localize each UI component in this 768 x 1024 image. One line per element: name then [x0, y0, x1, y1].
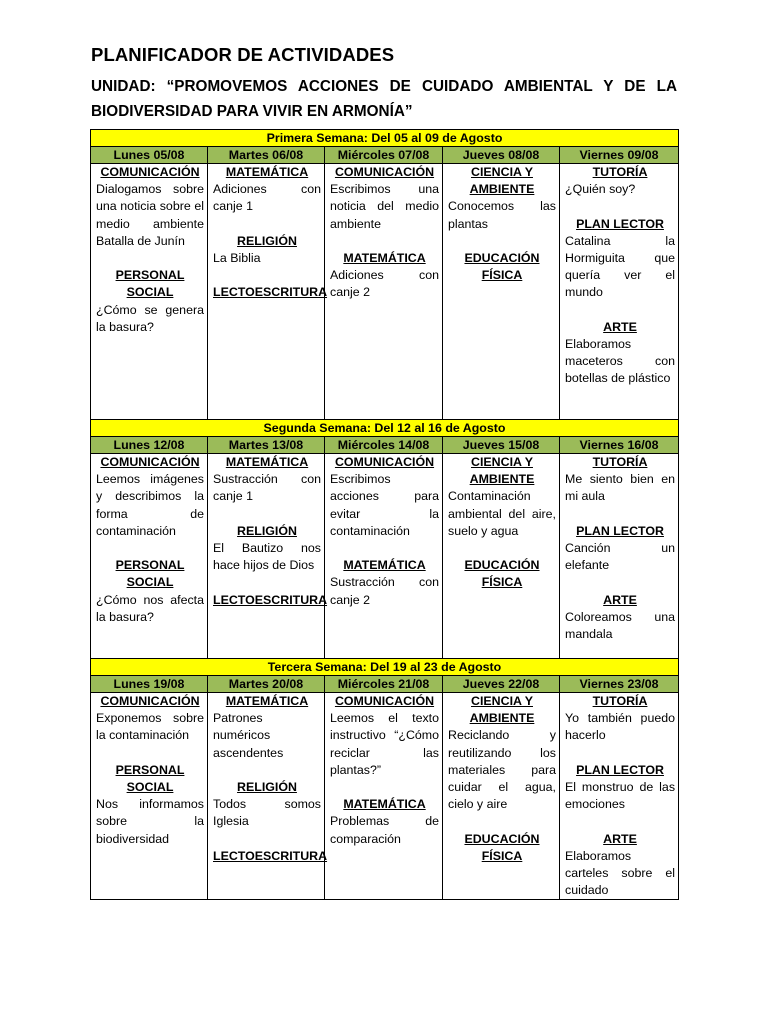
activity-description: ¿Cómo se genera la basura? — [96, 302, 204, 334]
day-header: Martes 20/08 — [208, 676, 325, 693]
spacer — [96, 540, 204, 557]
day-header: Jueves 22/08 — [443, 676, 560, 693]
unit-title-line-2: BIODIVERSIDAD PARA VIVIR EN ARMONÍA” — [91, 103, 413, 120]
subject-heading: MATEMÁTICA — [225, 455, 309, 469]
day-header: Jueves 08/08 — [443, 147, 560, 164]
activity-description: Sustracción con canje 2 — [330, 575, 439, 607]
subject-heading: MATEMÁTICA — [225, 165, 309, 179]
activity-description: Adiciones con canje 2 — [330, 268, 439, 300]
subject-heading: MATEMÁTICA — [225, 694, 309, 708]
subject-heading: EDUCACIÓN FÍSICA — [464, 831, 540, 863]
day-activities-cell — [325, 164, 443, 420]
subject-heading: PERSONAL SOCIAL — [115, 268, 185, 300]
activity-description: Elaboramos maceteros con botellas de plástico — [565, 337, 676, 386]
activity-description: Sustracción con canje 1 — [213, 472, 321, 504]
spacer — [448, 233, 556, 250]
subject-heading: MATEMÁTICA — [343, 797, 426, 812]
spacer — [565, 302, 675, 319]
subject-heading: CIENCIA Y AMBIENTE — [469, 165, 535, 197]
spacer — [448, 540, 556, 557]
activity-description: Exponemos sobre la contaminación — [96, 711, 204, 743]
subject-heading: ARTE — [603, 319, 637, 334]
activity-description: Me siento bien en mi aula — [565, 472, 676, 504]
subject-heading: MATEMÁTICA — [343, 251, 426, 265]
subject-heading: COMUNICACIÓN — [334, 165, 435, 179]
day-activities-cell — [325, 454, 443, 659]
subject-heading: COMUNICACIÓN — [334, 694, 435, 708]
activity-description: Escribimos acciones para evitar la contaminación — [330, 472, 439, 538]
activity-description: Adiciones con canje 1 — [213, 182, 321, 214]
activity-description: Contaminación ambiental del aire, suelo y agua — [448, 489, 556, 538]
unit-title-line-1: UNIDAD: “PROMOVEMOS ACCIONES DE CUIDADO AMBIENTAL Y DE LA — [91, 78, 677, 95]
subject-heading: TUTORÍA — [592, 455, 648, 469]
subject-heading: TUTORÍA — [592, 165, 648, 179]
activity-description: Conocemos las plantas — [448, 199, 556, 231]
day-header: Viernes 23/08 — [560, 676, 679, 693]
day-header: Miércoles 14/08 — [325, 437, 443, 454]
day-activities-cell — [91, 164, 208, 420]
subject-heading: PLAN LECTOR — [576, 762, 664, 777]
week-title: Primera Semana: Del 05 al 09 de Agosto — [91, 130, 679, 147]
subject-heading: CIENCIA Y AMBIENTE — [469, 694, 535, 726]
spacer — [213, 762, 321, 779]
subject-heading: COMUNICACIÓN — [334, 455, 435, 469]
subject-heading: ARTE — [603, 592, 637, 607]
activity-description: Problemas de comparación — [330, 814, 439, 846]
day-activities-cell — [208, 164, 328, 420]
subject-heading: EDUCACIÓN FÍSICA — [464, 251, 540, 283]
day-activities-cell — [208, 693, 328, 900]
subject-heading: RELIGIÓN — [237, 523, 297, 538]
activity-description: Todos somos Iglesia — [213, 797, 321, 829]
activity-description: Leemos imágenes y describimos la forma de contaminación — [96, 472, 204, 538]
spacer — [213, 574, 321, 591]
spacer — [330, 540, 439, 557]
day-activities-cell — [443, 454, 560, 659]
spacer — [213, 216, 321, 233]
subject-heading: RELIGIÓN — [237, 780, 297, 794]
subject-heading: MATEMÁTICA — [343, 558, 426, 573]
activity-description: El monstruo de las emociones — [565, 780, 676, 812]
spacer — [96, 250, 204, 267]
day-activities-cell — [91, 693, 208, 900]
spacer — [565, 813, 675, 830]
spacer — [448, 813, 556, 830]
activity-description: ¿Cómo nos afecta la basura? — [96, 592, 204, 624]
subject-heading: PERSONAL SOCIAL — [115, 762, 185, 794]
spacer — [565, 506, 675, 523]
activity-description: Leemos el texto instructivo “¿Cómo reciclar las plantas?” — [330, 711, 439, 777]
day-header: Lunes 12/08 — [91, 437, 208, 454]
day-header: Lunes 19/08 — [91, 676, 208, 693]
subject-heading: LECTOESCRITURA — [213, 848, 328, 863]
day-header: Jueves 15/08 — [443, 437, 560, 454]
spacer — [565, 745, 675, 762]
document-title: PLANIFICADOR DE ACTIVIDADES — [91, 44, 395, 65]
subject-heading: TUTORÍA — [592, 694, 648, 708]
day-activities-cell — [560, 454, 679, 659]
activity-description: Canción un elefante — [565, 541, 676, 573]
day-header: Miércoles 07/08 — [325, 147, 443, 164]
activity-planner-table — [90, 129, 679, 900]
activity-description: El Bautizo nos hace hijos de Dios — [213, 541, 321, 573]
activity-description: Escribimos una noticia del medio ambiente — [330, 182, 439, 231]
day-header: Lunes 05/08 — [91, 147, 208, 164]
day-activities-cell — [443, 693, 560, 900]
spacer — [330, 779, 439, 796]
week-title: Tercera Semana: Del 19 al 23 de Agosto — [91, 659, 679, 676]
subject-heading: LECTOESCRITURA — [213, 592, 328, 607]
day-activities-cell — [325, 693, 443, 900]
spacer — [330, 233, 439, 250]
subject-heading: PLAN LECTOR — [576, 216, 664, 231]
day-header: Martes 13/08 — [208, 437, 325, 454]
subject-heading: PERSONAL SOCIAL — [115, 558, 185, 590]
day-header: Miércoles 21/08 — [325, 676, 443, 693]
activity-description: Catalina la Hormiguita que quería ver el mundo — [565, 233, 676, 300]
subject-heading: RELIGIÓN — [237, 233, 297, 248]
activity-description: Elaboramos carteles sobre el cuidado — [565, 848, 676, 898]
subject-heading: ARTE — [603, 831, 637, 846]
subject-heading: COMUNICACIÓN — [100, 694, 200, 708]
activity-description: La Biblia — [213, 251, 261, 265]
subject-heading: EDUCACIÓN FÍSICA — [464, 558, 540, 590]
day-activities-cell — [443, 164, 560, 420]
activity-description: Coloreamos una mandala — [565, 609, 676, 641]
spacer — [565, 198, 675, 215]
activity-description: ¿Quién soy? — [565, 182, 636, 197]
day-header: Martes 06/08 — [208, 147, 325, 164]
week-title: Segunda Semana: Del 12 al 16 de Agosto — [91, 420, 679, 437]
day-activities-cell — [208, 454, 328, 659]
activity-description: Yo también puedo hacerlo — [565, 711, 676, 743]
activity-description: Patrones numéricos ascendentes — [213, 711, 284, 760]
spacer — [213, 267, 321, 284]
spacer — [96, 745, 204, 762]
day-activities-cell — [560, 164, 679, 420]
day-header: Viernes 16/08 — [560, 437, 679, 454]
subject-heading: COMUNICACIÓN — [100, 455, 200, 469]
activity-description: Reciclando y reutilizando los materiales para cuidar el agua, cielo y aire — [448, 728, 556, 812]
spacer — [565, 574, 675, 591]
subject-heading: COMUNICACIÓN — [100, 165, 200, 179]
day-activities-cell — [91, 454, 208, 659]
activity-description: Nos informamos sobre la biodiversidad — [96, 797, 204, 846]
day-activities-cell — [560, 693, 679, 900]
subject-heading: CIENCIA Y AMBIENTE — [469, 455, 535, 487]
spacer — [213, 831, 321, 848]
subject-heading: LECTOESCRITURA — [213, 285, 328, 300]
activity-description: Dialogamos sobre una noticia sobre el medio ambiente Batalla de Junín — [96, 182, 204, 248]
day-header: Viernes 09/08 — [560, 147, 679, 164]
subject-heading: PLAN LECTOR — [576, 523, 664, 538]
spacer — [213, 506, 321, 523]
